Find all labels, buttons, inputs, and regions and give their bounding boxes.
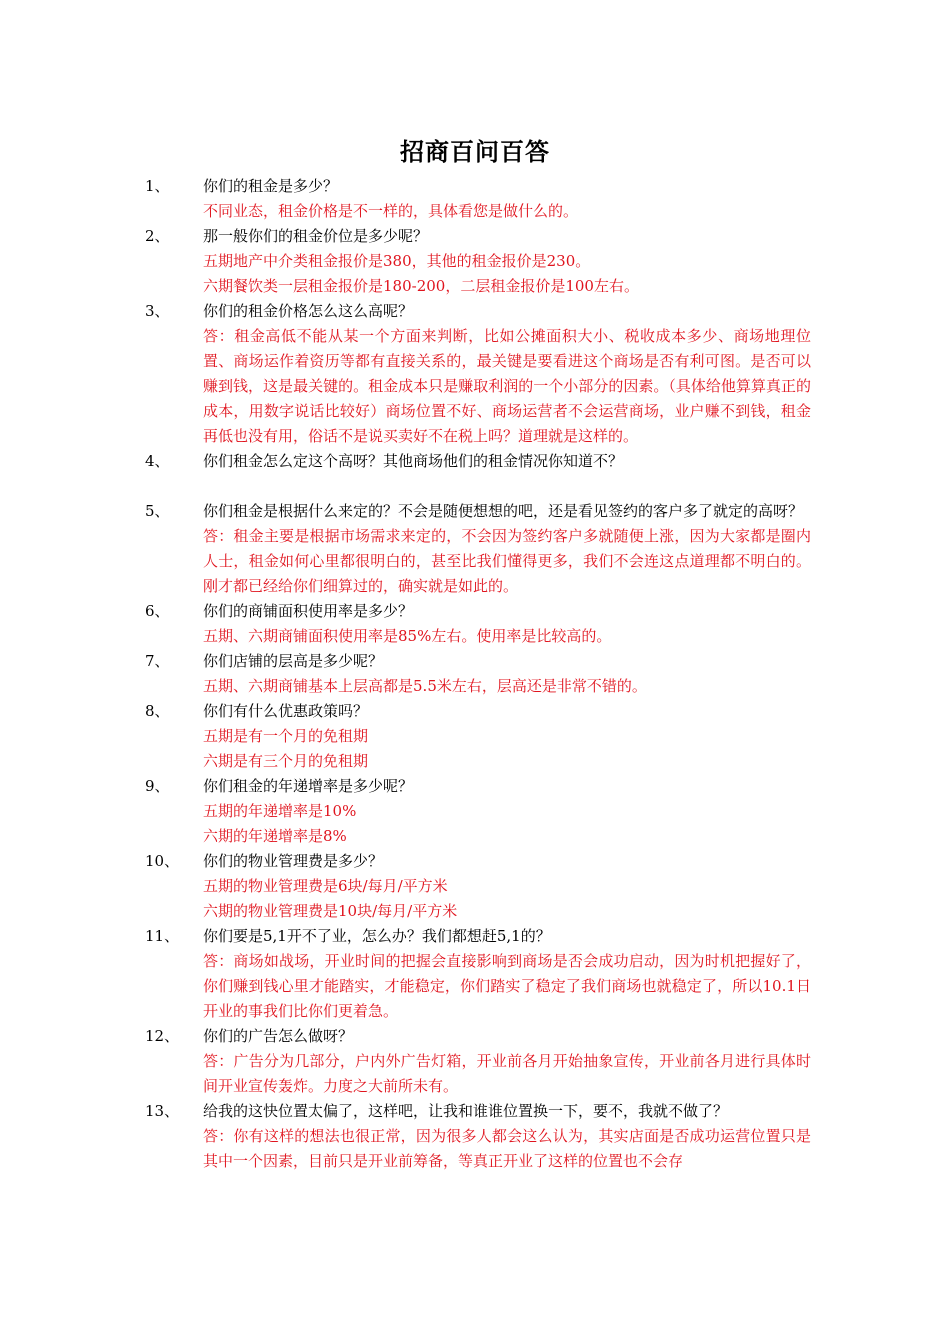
question-text: 你们租金是根据什么来定的？不会是随便想想的吧，还是看见签约的客户多了就定的高呀？: [203, 502, 804, 520]
qa-body: [203, 299, 811, 449]
qa-item: [0, 299, 950, 449]
qa-item: [0, 224, 950, 299]
answer-text: 答：租金主要是根据市场需求来定的，不会因为签约客户多就随便上涨，因为大家都是圈内人士，租金如何心里都很明白的，甚至比我们懂得更多，我们不会连这点道理都不明白的。刚才都已经给你们细算过的，确实就是如此的。: [203, 527, 811, 595]
question-number: 10、: [145, 852, 180, 870]
qa-item: [0, 599, 950, 649]
question-number: 13、: [145, 1102, 180, 1120]
qa-body: [203, 449, 811, 499]
question-number: 8、: [145, 702, 170, 720]
qa-item: [0, 1099, 950, 1174]
answer-text: 五期是有一个月的免租期: [203, 727, 369, 745]
question-text: 那一般你们的租金价位是多少呢？: [203, 227, 429, 245]
question-text: 你们的租金价格怎么这么高呢？: [203, 302, 414, 320]
answer-text: 六期是有三个月的免租期: [203, 752, 369, 770]
qa-item: [0, 849, 950, 924]
question-text: 你们的租金是多少？: [203, 177, 339, 195]
answer-text: 答：你有这样的想法也很正常，因为很多人都会这么认为，其实店面是否成功运营位置只是其中一个因素，目前只是开业前筹备，等真正开业了这样的位置也不会存: [203, 1127, 811, 1170]
qa-item: [0, 699, 950, 774]
blank-line: [203, 474, 811, 499]
question-number: 6、: [145, 602, 170, 620]
question-number: 7、: [145, 652, 170, 670]
qa-body: [203, 1024, 811, 1099]
question-number: 4、: [145, 452, 170, 470]
question-text: 给我的这快位置太偏了，这样吧，让我和谁谁位置换一下，要不，我就不做了？: [203, 1102, 729, 1120]
qa-body: [203, 649, 811, 699]
question-text: 你们的物业管理费是多少？: [203, 852, 384, 870]
qa-list: [0, 174, 950, 1174]
qa-body: [203, 774, 811, 849]
answer-text: 五期、六期商铺面积使用率是85%左右。使用率是比较高的。: [203, 627, 612, 645]
question-number: 3、: [145, 302, 170, 320]
question-number: 9、: [145, 777, 170, 795]
qa-body: [203, 699, 811, 774]
question-number: 1、: [145, 177, 170, 195]
qa-item: [0, 1024, 950, 1099]
answer-text: 五期的年递增率是10%: [203, 802, 357, 820]
question-number: 12、: [145, 1027, 180, 1045]
qa-body: [203, 499, 811, 599]
qa-item: [0, 774, 950, 849]
page-title: 招商百问百答: [400, 137, 550, 166]
question-text: 你们的广告怎么做呀？: [203, 1027, 354, 1045]
qa-body: [203, 849, 811, 924]
qa-item: [0, 649, 950, 699]
question-number: 2、: [145, 227, 170, 245]
question-text: 你们有什么优惠政策吗？: [203, 702, 369, 720]
question-text: 你们租金的年递增率是多少呢？: [203, 777, 414, 795]
qa-body: [203, 224, 811, 299]
qa-item: [0, 174, 950, 224]
question-number: 11、: [145, 927, 180, 945]
answer-text: 答：租金高低不能从某一个方面来判断，比如公摊面积大小、税收成本多少、商场地理位置、商场运作着资历等都有直接关系的，最关键是要看进这个商场是否有利可图。是否可以赚到钱，这是最关键的。租金成本只是赚取利润的一个小部分的因素。（具体给他算算真正的成本，用数字说话比较好）商场位置不好、商场运营者不会运营商场，业户赚不到钱，租金再低也没有用，俗话不是说买卖好不在税上吗？道理就是这样的。: [203, 327, 811, 445]
answer-text: 六期的年递增率是8%: [203, 827, 347, 845]
question-text: 你们店铺的层高是多少呢？: [203, 652, 384, 670]
qa-body: [203, 1099, 811, 1174]
qa-body: [203, 924, 811, 1024]
question-number: 5、: [145, 502, 170, 520]
qa-item: [0, 924, 950, 1024]
qa-body: [203, 599, 811, 649]
answer-text: 六期的物业管理费是10块/每月/平方米: [203, 902, 458, 920]
qa-item: [0, 449, 950, 499]
answer-text: 不同业态，租金价格是不一样的，具体看您是做什么的。: [203, 202, 579, 220]
answer-text: 五期地产中介类租金报价是380，其他的租金报价是230。: [203, 252, 591, 270]
question-text: 你们的商铺面积使用率是多少？: [203, 602, 414, 620]
answer-text: 五期的物业管理费是6块/每月/平方米: [203, 877, 448, 895]
answer-text: 六期餐饮类一层租金报价是180-200，二层租金报价是100左右。: [203, 277, 639, 295]
qa-body: [203, 174, 811, 224]
answer-text: 答：广告分为几部分，户内外广告灯箱，开业前各月开始抽象宣传，开业前各月进行具体时间开业宣传轰炸。力度之大前所未有。: [203, 1052, 811, 1095]
answer-text: 五期、六期商铺基本上层高都是5.5米左右，层高还是非常不错的。: [203, 677, 647, 695]
qa-item: [0, 499, 950, 599]
answer-text: 答：商场如战场，开业时间的把握会直接影响到商场是否会成功启动，因为时机把握好了，你们赚到钱心里才能踏实，才能稳定，你们踏实了稳定了我们商场也就稳定了，所以10.1日开业的事我们比你们更着急。: [203, 952, 811, 1020]
question-text: 你们租金怎么定这个高呀？其他商场他们的租金情况你知道不？: [203, 452, 624, 470]
question-text: 你们要是5,1开不了业，怎么办？我们都想赶5,1的？: [203, 927, 551, 945]
